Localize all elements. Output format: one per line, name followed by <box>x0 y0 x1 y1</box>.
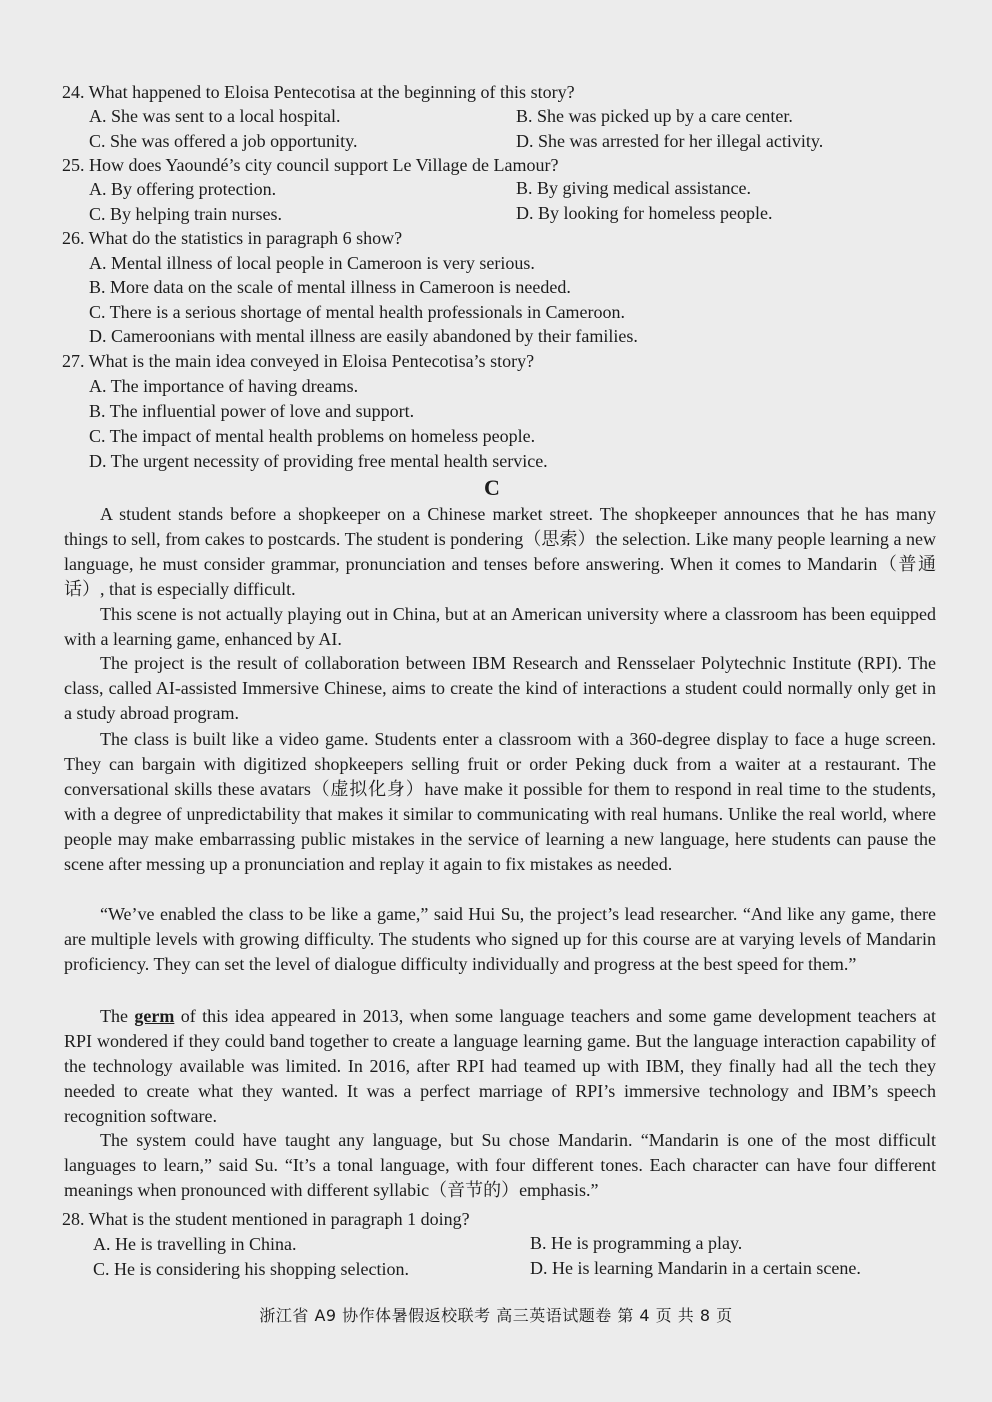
question-24-option-a: A. She was sent to a local hospital. <box>89 106 341 126</box>
question-24-option-b: B. She was picked up by a care center. <box>516 106 793 126</box>
question-24-stem: 24. What happened to Eloisa Pentecotisa at the beginning of this story? <box>62 82 575 102</box>
question-28-option-d: D. He is learning Mandarin in a certain scene. <box>530 1258 861 1278</box>
section-title: C <box>484 475 500 500</box>
question-25-option-d: D. By looking for homeless people. <box>516 203 773 223</box>
question-28-option-a: A. He is travelling in China. <box>93 1234 297 1254</box>
question-28-stem: 28. What is the student mentioned in paragraph 1 doing? <box>62 1209 470 1229</box>
question-25-option-c: C. By helping train nurses. <box>89 204 282 224</box>
question-26-option-b: B. More data on the scale of mental illness in Cameroon is needed. <box>89 277 571 297</box>
passage-paragraph-7: The system could have taught any language, but Su chose Mandarin. “Mandarin is one of the most difficult languages to learn,” said Su. “It’s a tonal language, with four different tones. Each character can have four different meanings when pronounced with different syllabic（音节的）emphasis.” <box>64 1130 936 1200</box>
question-24-option-c: C. She was offered a job opportunity. <box>89 131 358 151</box>
question-27-option-c: C. The impact of mental health problems on homeless people. <box>89 426 536 446</box>
question-26-option-a: A. Mental illness of local people in Cameroon is very serious. <box>89 253 535 273</box>
question-24-option-d: D. She was arrested for her illegal activity. <box>516 131 824 151</box>
question-25-stem: 25. How does Yaoundé’s city council support Le Village de Lamour? <box>62 155 559 175</box>
question-27-option-a: A. The importance of having dreams. <box>89 376 359 396</box>
question-25-option-a: A. By offering protection. <box>89 179 277 199</box>
passage-paragraph-5: “We’ve enabled the class to be like a game,” said Hui Su, the project’s lead researcher. “And like any game, there are multiple levels with growing difficulty. The students who signed up for this course are at varying levels of Mandarin proficiency. They can set the level of dialogue difficulty individually and progress at the best speed for them.” <box>64 904 936 974</box>
question-26-option-c: C. There is a serious shortage of mental health professionals in Cameroon. <box>89 302 626 322</box>
underlined-word-germ: germ <box>134 1006 175 1026</box>
question-28-option-b: B. He is programming a play. <box>530 1233 743 1253</box>
passage-paragraph-2: This scene is not actually playing out in China, but at an American university where a classroom has been equipped with a learning game, enhanced by AI. <box>64 604 936 649</box>
page-footer: 浙江省 A9 协作体暑假返校联考 高三英语试题卷 第 4 页 共 8 页 <box>259 1306 733 1325</box>
passage-paragraph-6 <box>64 1004 936 1129</box>
passage-paragraph-3: The project is the result of collaboration between IBM Research and Rensselaer Polytechnic Institute (RPI). The class, called AI-assisted Immersive Chinese, aims to create the kind of interactions a student could normally only get in a study abroad program. <box>64 653 936 723</box>
paragraph-6-lead: The <box>100 1006 135 1026</box>
question-27-option-b: B. The influential power of love and support. <box>89 401 415 421</box>
passage-paragraph-1: A student stands before a shopkeeper on a Chinese market street. The shopkeeper announces that he has many things to sell, from cakes to postcards. The student is pondering（思索）the selection. Like many people learning a new language, he must consider grammar, pronunciation and tenses before answering. When it comes to Mandarin（普通话）, that is especially difficult. <box>64 504 936 599</box>
paragraph-6-body: of this idea appeared in 2013, when some language teachers and some game development teachers at RPI wondered if they could band together to create a language learning game. But the language interaction capability of the technology available was limited. In 2016, after RPI had teamed up with IBM, they finally had all the tech they needed to create what they wanted. It was a perfect marriage of RPI’s immersive technology and IBM’s speech recognition software. <box>64 1006 936 1126</box>
question-27-stem: 27. What is the main idea conveyed in Eloisa Pentecotisa’s story? <box>62 351 535 371</box>
question-28-option-c: C. He is considering his shopping selection. <box>93 1259 409 1279</box>
question-26-option-d: D. Cameroonians with mental illness are easily abandoned by their families. <box>89 326 638 346</box>
question-26-stem: 26. What do the statistics in paragraph 6 show? <box>62 228 403 248</box>
passage-paragraph-4: The class is built like a video game. Students enter a classroom with a 360-degree display to face a huge screen. They can bargain with digitized shopkeepers selling fruit or order Peking duck from a waiter at a restaurant. The conversational skills these avatars（虚拟化身）have make it possible for them to respond in real time to the students, with a degree of unpredictability that makes it similar to communicating with real humans. Unlike the real world, where people may make embarrassing public mistakes in the service of learning a new language, here students can pause the scene after messing up a pronunciation and replay it again to fix mistakes as needed. <box>64 729 936 874</box>
question-25-option-b: B. By giving medical assistance. <box>516 178 751 198</box>
question-27-option-d: D. The urgent necessity of providing free mental health service. <box>89 451 548 471</box>
